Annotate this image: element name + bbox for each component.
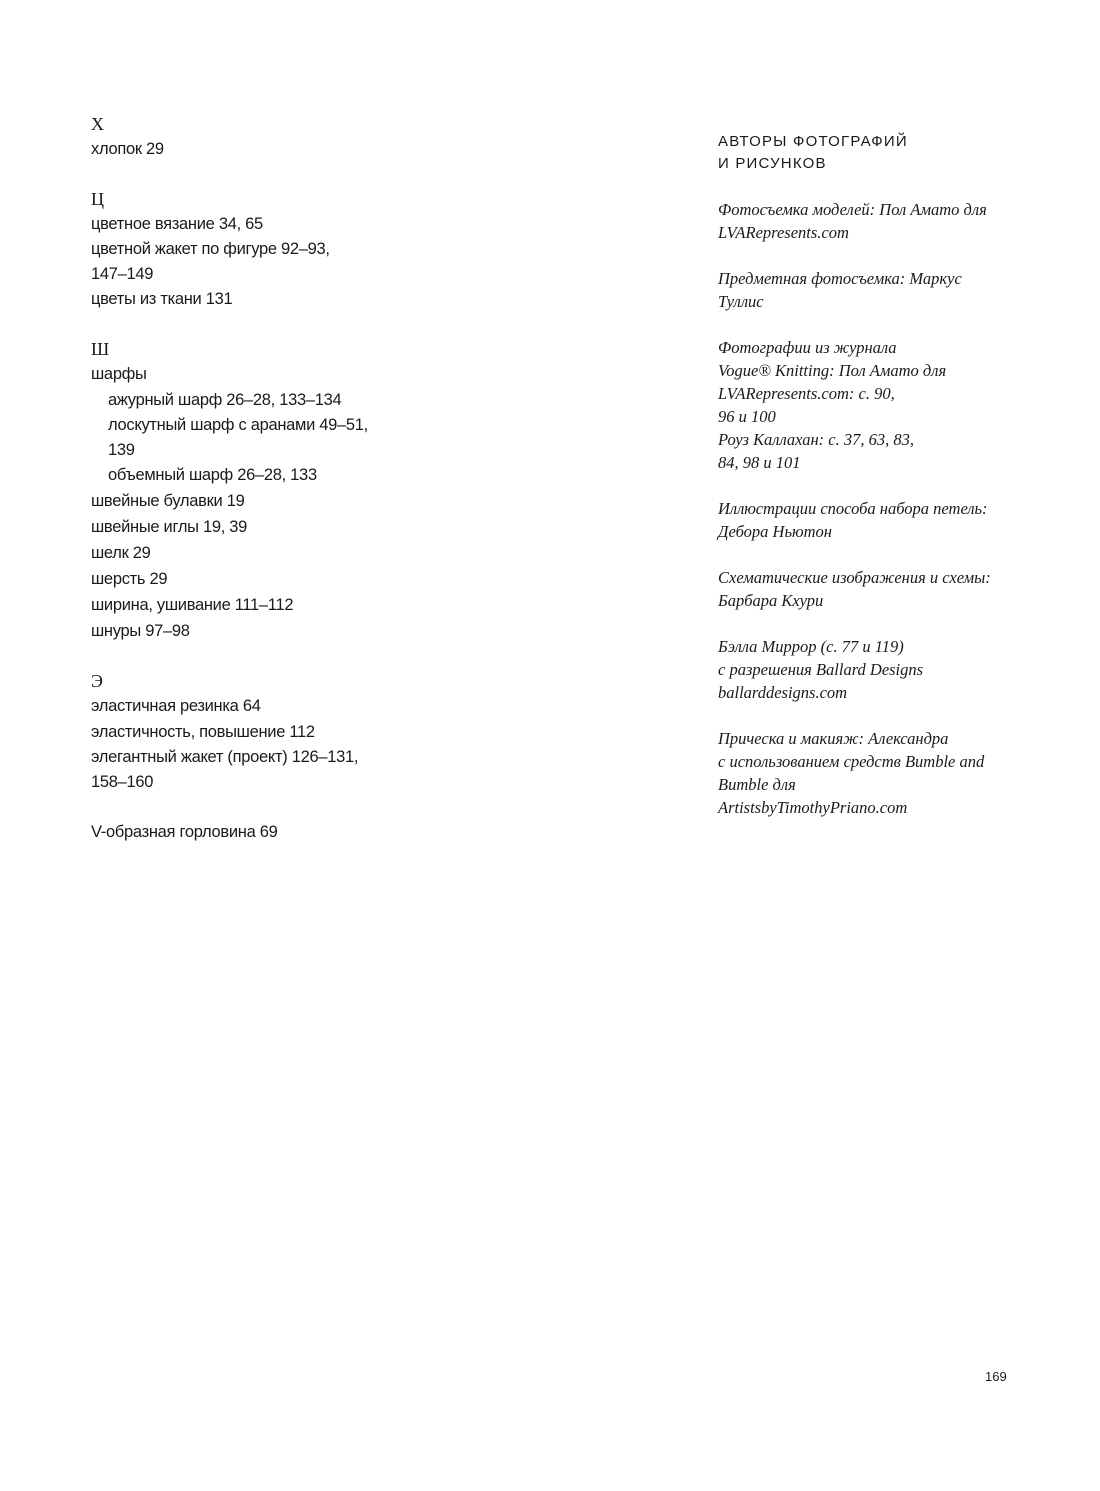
credit-block-mirror — [718, 635, 1018, 704]
credit-line: Vogue® Knitting: Пол Амато для — [718, 361, 947, 380]
credit-line: Bumble для — [718, 775, 796, 794]
credit-line: 96 и 100 — [718, 407, 776, 426]
index-subentry: объемный шарф 26–28, 133 — [108, 466, 317, 484]
credit-line: Фотографии из журнала — [718, 338, 897, 357]
index-subentry: ажурный шарф 26–28, 133–134 — [108, 391, 342, 409]
index-section-latin — [91, 819, 411, 845]
credit-line: Туллис — [718, 292, 764, 311]
credit-line: с разрешения Ballard Designs — [718, 660, 924, 679]
index-entry: шнуры 97–98 — [91, 622, 190, 640]
index-entry: ширина, ушивание 111–112 — [91, 596, 294, 614]
credits-column — [718, 131, 1018, 842]
index-entry: швейные иглы 19, 39 — [91, 518, 248, 536]
credit-line: Дебора Ньютон — [718, 522, 832, 541]
credit-line: Роуз Каллахан: с. 37, 63, 83, — [718, 430, 914, 449]
index-entry: шелк 29 — [91, 544, 151, 562]
index-section-e — [91, 669, 411, 794]
credit-line: Иллюстрации способа набора петель: — [718, 499, 988, 518]
index-entry: эластичность, повышение 112 — [91, 723, 315, 741]
credit-line: Схематические изображения и схемы: — [718, 568, 991, 587]
index-letter-heading: Э — [91, 671, 103, 691]
credit-line: Прическа и макияж: Александра — [718, 729, 949, 748]
page-number: 169 — [985, 1369, 1007, 1384]
credit-line: с использованием средств Bumble and — [718, 752, 985, 771]
index-letter-heading: Х — [91, 114, 104, 134]
credit-line: LVARepresents.com — [718, 223, 849, 242]
credit-line: 84, 98 и 101 — [718, 453, 801, 472]
index-section-sh — [91, 337, 411, 644]
index-letter-heading: Ц — [91, 189, 104, 209]
credit-line: Фотосъемка моделей: Пол Амато для — [718, 200, 987, 219]
index-entry: цветное вязание 34, 65 — [91, 215, 263, 233]
credit-line: Бэлла Миррор (с. 77 и 119) — [718, 637, 904, 656]
index-entry: эластичная резинка 64 — [91, 697, 261, 715]
index-letter-heading: Ш — [91, 339, 109, 359]
credit-block-hair-makeup — [718, 727, 1018, 819]
index-entry: цветной жакет по фигуре 92–93, 147–149 — [91, 240, 330, 283]
index-entry: элегантный жакет (проект) 126–131, 158–160 — [91, 748, 359, 791]
credit-block-magazine — [718, 336, 1018, 474]
credit-line: LVARepresents.com: с. 90, — [718, 384, 895, 403]
credit-block-illustrations — [718, 497, 1018, 543]
index-entry: шарфы — [91, 365, 147, 383]
credits-title — [718, 131, 1018, 175]
index-entry: хлопок 29 — [91, 140, 164, 158]
credit-block-still-life — [718, 267, 1018, 313]
index-entry: цветы из ткани 131 — [91, 290, 233, 308]
credit-block-models — [718, 198, 1018, 244]
index-entry: шерсть 29 — [91, 570, 168, 588]
index-section-kh — [91, 112, 411, 162]
index-section-ts — [91, 187, 411, 312]
index-entry: V-образная горловина 69 — [91, 823, 278, 841]
index-subentry: лоскутный шарф с аранами 49–51, 139 — [108, 416, 368, 459]
credit-line: Предметная фотосъемка: Маркус — [718, 269, 962, 288]
credit-line: ArtistsbyTimothyPriano.com — [718, 798, 908, 817]
credit-line: Барбара Кхури — [718, 591, 824, 610]
credits-title-line: АВТОРЫ ФОТОГРАФИЙ — [718, 133, 908, 150]
credits-title-line: И РИСУНКОВ — [718, 155, 827, 172]
credit-block-schematics — [718, 566, 1018, 612]
index-column — [91, 112, 411, 870]
index-entry: швейные булавки 19 — [91, 492, 245, 510]
credit-line: ballarddesigns.com — [718, 683, 848, 702]
